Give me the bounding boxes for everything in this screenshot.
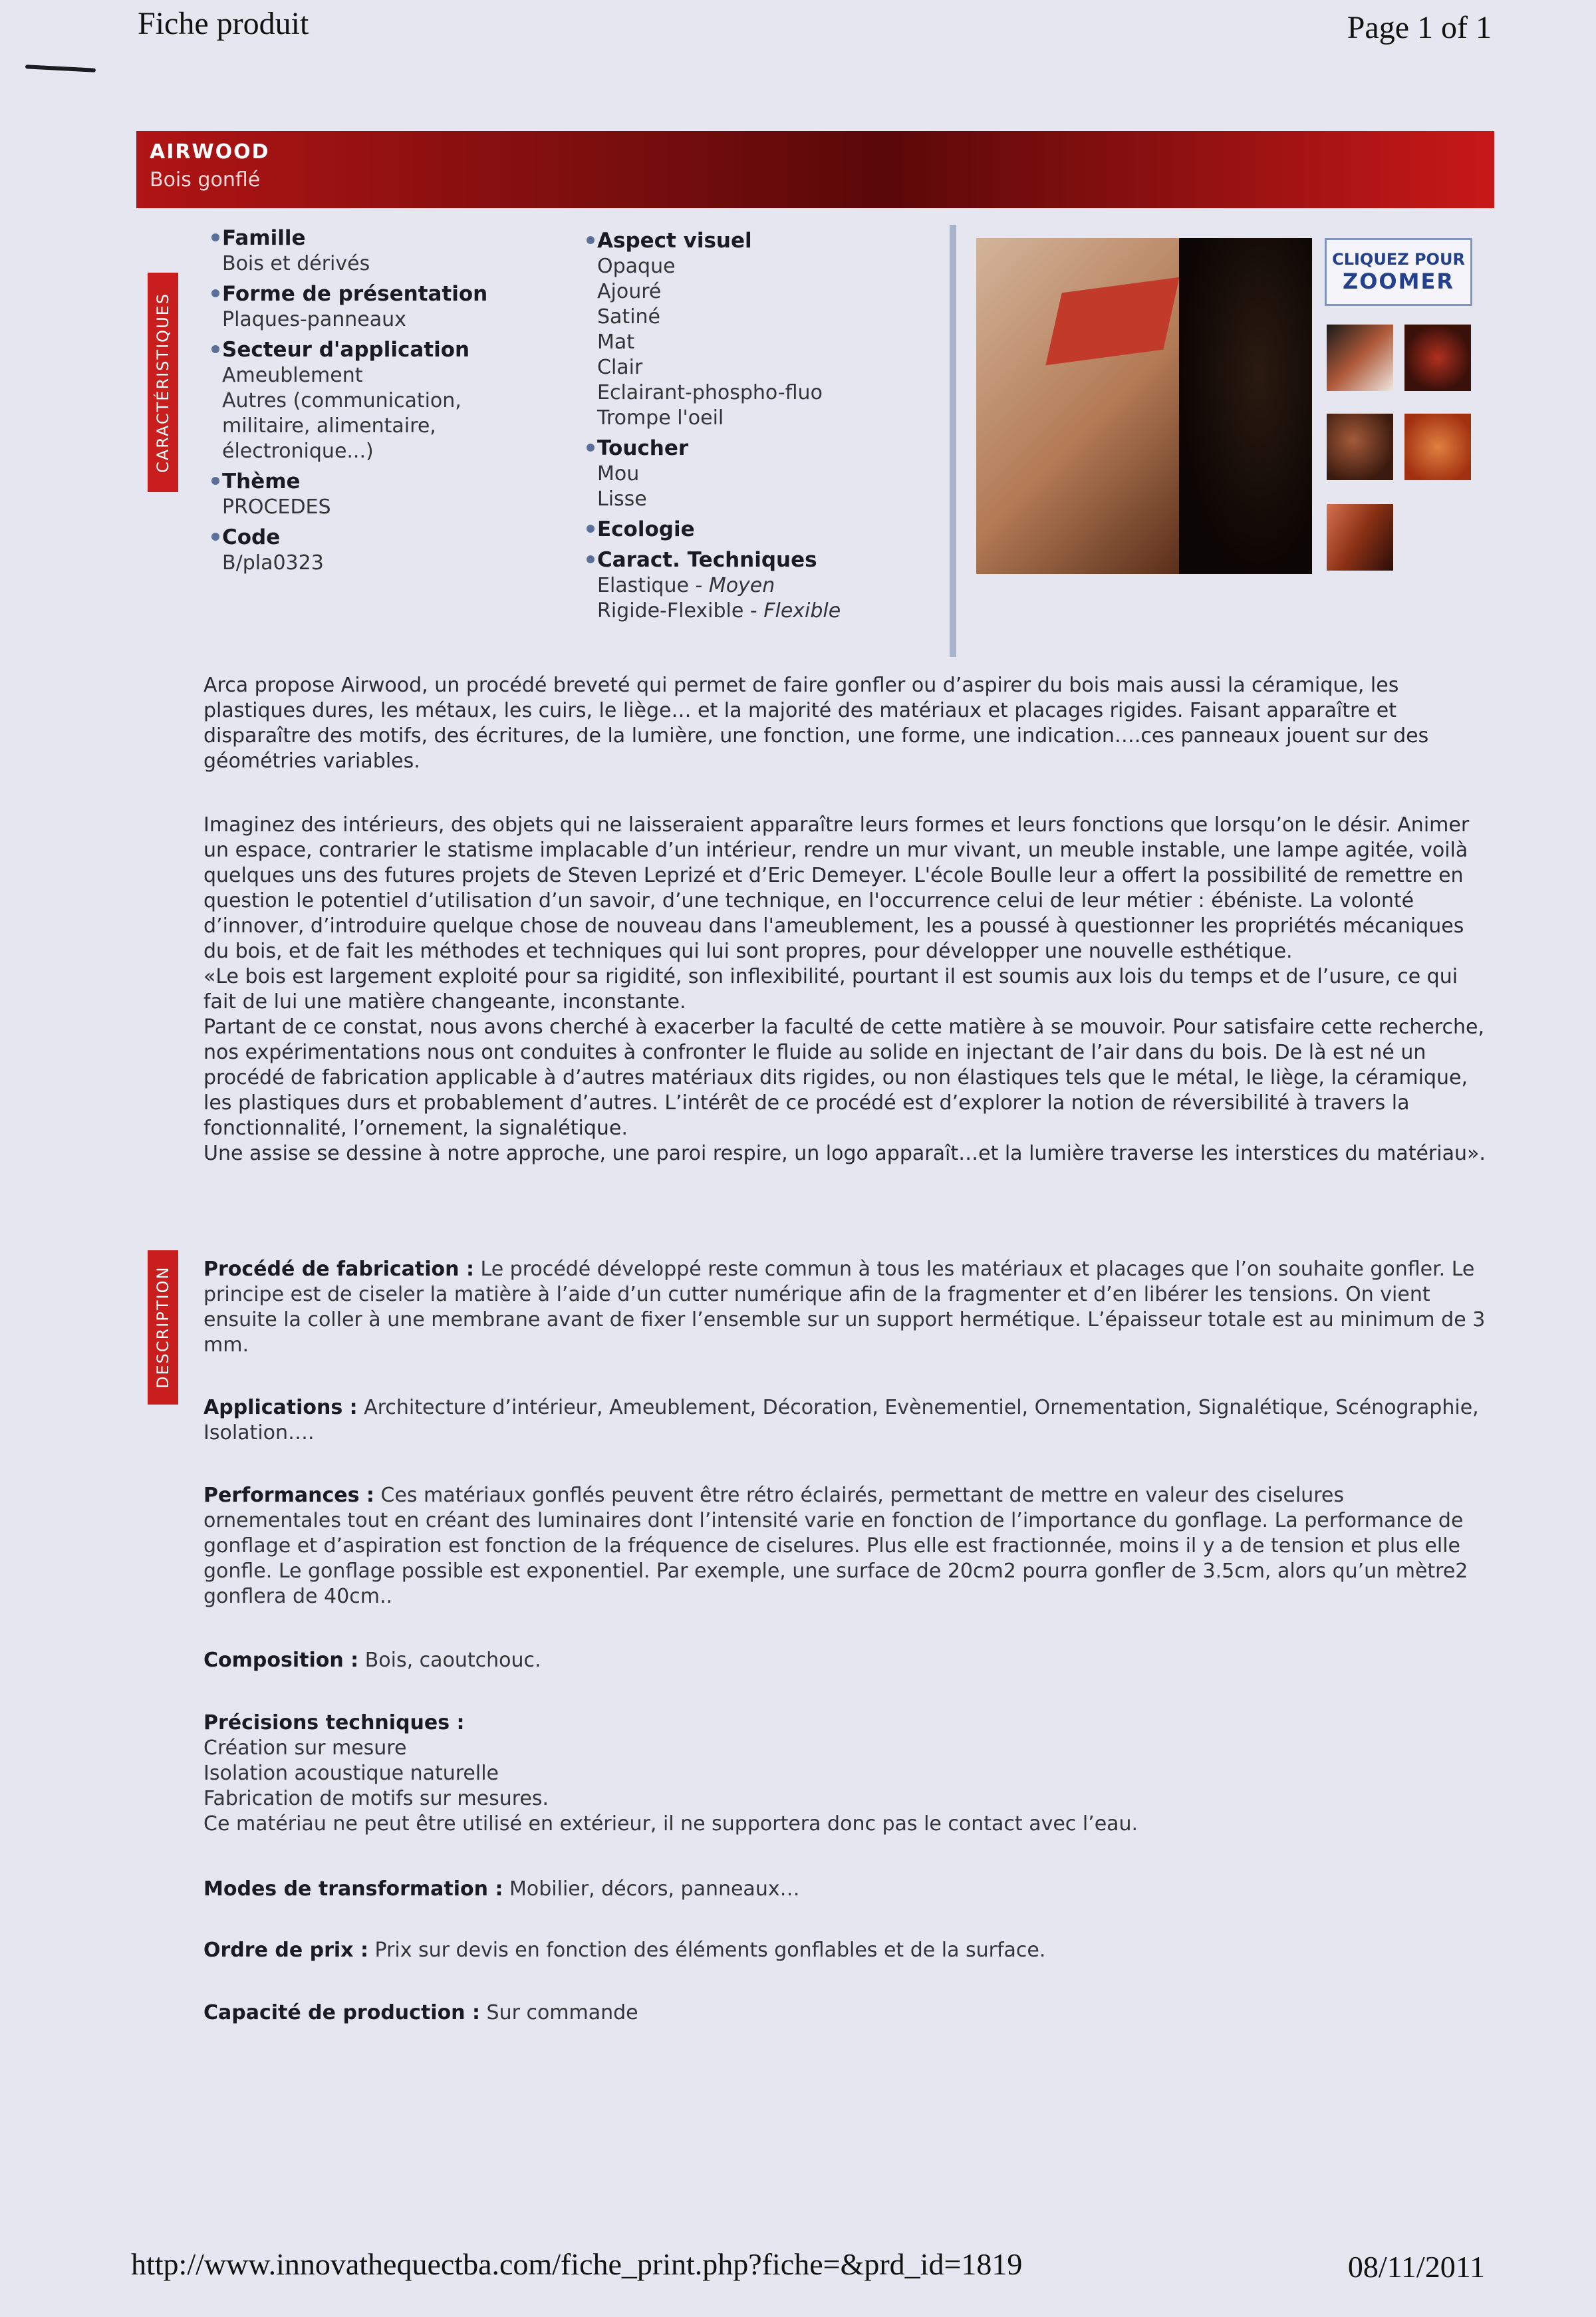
section-line: Ce matériau ne peut être utilisé en extérieur, il ne supportera donc pas le contact avec l’eau. xyxy=(203,1812,1138,1836)
description-tab: DESCRIPTION xyxy=(148,1250,178,1405)
characteristics-mid-column xyxy=(597,227,943,628)
applications-section xyxy=(203,1395,1487,1446)
print-page-number: Page 1 of 1 xyxy=(1347,10,1492,45)
footer-date: 08/11/2011 xyxy=(1347,2250,1485,2284)
product-title: AIRWOOD xyxy=(150,140,270,164)
body-paragraph: Imaginez des intérieurs, des objets qui ne laisseraient apparaître leurs formes et leurs fonctions que lorsqu’on le désir. Animer un espace, contrarier le statisme implacable d’un intérieur, rendre un mur vivant, un meuble instable, une lampe agitée, voilà quelques uns des futures projets de Steven Leprizé et d’Eric Demeyer. L'école Boulle leur a offert la possibilité de remettre en question le potentiel d’utilisation d’un savoir, d’une technique, en l'occurrence celui de leur métier : ébéniste. La volonté d’innover, d’introduire quelque chose de nouveau dans l'ameublement, les a poussé à questionner les propriétés mécaniques du bois, et de fait les méthodes et techniques qui lui sont propres, pour développer une nouvelle esthétique. xyxy=(203,813,1470,963)
section-label: Composition : xyxy=(203,1649,359,1672)
bullet-icon xyxy=(211,345,219,353)
thumbnail-4[interactable] xyxy=(1404,414,1471,480)
theme-field xyxy=(222,468,568,520)
tech-name: Rigide-Flexible - xyxy=(597,599,764,622)
field-value: Ameublement xyxy=(222,364,363,387)
field-value: Mou xyxy=(597,462,640,485)
bullet-icon xyxy=(211,233,219,241)
caracteristiques-tab: CARACTÉRISTIQUES xyxy=(148,273,178,492)
intro-paragraph: Arca propose Airwood, un procédé breveté qui permet de faire gonfler ou d’aspirer du bois mais aussi la céramique, les plastiques dures, les métaux, les cuirs, le liège… et la majorité des matériaux et placages rigides. Faisant apparaître et disparaître des motifs, des écritures, de la lumière, une fonction, une forme, une indication….ces panneaux jouent sur des géométries variables. xyxy=(203,674,1429,773)
section-text: Le procédé développé reste commun à tous les matériaux et placages que l’on souhaite gonfler. Le principe est de ciseler la matière à l’aide d’un cutter numérique afin de la fragmenter et d’en libérer les tensions. On vient ensuite la coller à une membrane avant de fixer l’ensemble sur un support hermétique. L’épaisseur totale est au minimum de 3 mm. xyxy=(203,1258,1486,1357)
photo-figure-shape xyxy=(1179,238,1312,574)
body-paragraph: «Le bois est largement exploité pour sa rigidité, son inflexibilité, pourtant il est soumis aux lois du temps et de l’usure, ce qui fait de lui une matière changeante, inconstante. xyxy=(203,965,1458,1014)
section-line: Fabrication de motifs sur mesures. xyxy=(203,1787,549,1810)
section-text: Sur commande xyxy=(479,2001,638,2024)
body-text xyxy=(203,813,1487,1166)
field-label: Famille xyxy=(222,226,306,250)
field-value: Opaque xyxy=(597,255,676,278)
tech-level: Moyen xyxy=(708,574,775,597)
zoom-label-line1: CLIQUEZ POUR xyxy=(1332,250,1465,269)
bullet-icon xyxy=(587,555,595,563)
bullet-icon xyxy=(587,444,595,452)
field-label: Code xyxy=(222,525,281,549)
thumbnail-5[interactable] xyxy=(1327,504,1393,571)
product-banner xyxy=(136,131,1494,208)
section-line: Création sur mesure xyxy=(203,1736,407,1760)
section-label: Capacité de production : xyxy=(203,2001,480,2024)
procede-section xyxy=(203,1257,1487,1358)
field-value: Autres (communication, xyxy=(222,389,462,412)
thumbnail-1[interactable] xyxy=(1327,325,1393,391)
ecologie-field xyxy=(597,516,943,543)
section-text: Ces matériaux gonflés peuvent être rétro éclairés, permettant de mettre en valeur des ciselures ornementales tout en créant des luminaires dont l’intensité varie en fonction de l’importance du gonflage. La performance de gonflage et d’aspiration est fonction de la fréquence de ciselures. Plus elle est fractionnée, moins il y a de tension et plus elle gonfle. Le gonflage possible est exponentiel. Par exemple, une surface de 20cm2 pourra gonfler de 3.5cm, alors qu’un mètre2 gonflera de 40cm.. xyxy=(203,1484,1468,1608)
field-value: Mat xyxy=(597,331,635,354)
section-label: Applications : xyxy=(203,1396,358,1419)
secteur-field xyxy=(222,337,568,464)
section-label: Ordre de prix : xyxy=(203,1939,368,1962)
column-divider xyxy=(950,225,956,657)
zoom-label-line2: ZOOMER xyxy=(1343,269,1454,294)
field-value: B/pla0323 xyxy=(222,551,324,575)
field-value: PROCEDES xyxy=(222,495,331,519)
product-subtitle: Bois gonflé xyxy=(150,168,261,192)
toucher-field xyxy=(597,435,943,512)
bullet-icon xyxy=(211,477,219,485)
field-value: Ajouré xyxy=(597,280,662,303)
photo-panel-shape xyxy=(1045,277,1179,366)
field-value: Plaques-panneaux xyxy=(222,308,406,331)
section-text: Mobilier, décors, panneaux… xyxy=(503,1877,800,1901)
code-field xyxy=(222,524,568,576)
bullet-icon xyxy=(211,533,219,541)
field-label: Forme de présentation xyxy=(222,282,488,306)
tech-name: Elastique - xyxy=(597,574,709,597)
famille-field xyxy=(222,225,568,277)
field-value: électronique...) xyxy=(222,440,374,463)
bullet-icon xyxy=(587,525,595,533)
field-value: Lisse xyxy=(597,487,647,511)
thumbnail-3[interactable] xyxy=(1327,414,1393,480)
field-value: Eclairant-phospho-fluo xyxy=(597,381,823,404)
field-value: Trompe l'oeil xyxy=(597,406,724,430)
field-label: Secteur d'application xyxy=(222,338,470,362)
aspect-field xyxy=(597,227,943,431)
field-value: Clair xyxy=(597,356,643,379)
section-label: Modes de transformation : xyxy=(203,1877,503,1901)
section-line: Isolation acoustique naturelle xyxy=(203,1762,499,1785)
field-label: Ecologie xyxy=(597,517,695,541)
characteristics-left-column xyxy=(222,225,568,580)
bullet-icon xyxy=(587,236,595,244)
body-paragraph: Partant de ce constat, nous avons cherché à exacerber la faculté de cette matière à se mouvoir. Pour satisfaire cette recherche, nos expérimentations nous ont conduites à confronter le fluide au solide en injectant de l’air dans du bois. De là est né un procédé de fabrication applicable à d’autres matériaux dits rigides, ou non élastiques tels que le métal, le liège, la céramique, les plastiques durs et probablement d’autres. L’intérêt de ce procédé est d’explorer la notion de réversibilité à travers la fonctionnalité, l’ornement, la signalétique. xyxy=(203,1016,1484,1140)
section-label: Procédé de fabrication : xyxy=(203,1258,474,1281)
field-label: Caract. Techniques xyxy=(597,548,817,572)
tech-item xyxy=(597,599,943,624)
field-value: Bois et dérivés xyxy=(222,252,370,275)
prix-section xyxy=(203,1938,1487,1963)
capacite-section xyxy=(203,2000,1487,2026)
section-label: Précisions techniques : xyxy=(203,1711,465,1734)
zoom-button[interactable] xyxy=(1325,238,1472,306)
scan-mark xyxy=(25,65,96,72)
composition-section xyxy=(203,1648,1487,1673)
field-label: Thème xyxy=(222,470,301,493)
field-label: Toucher xyxy=(597,436,689,460)
section-label: Performances : xyxy=(203,1484,374,1507)
bullet-icon xyxy=(211,289,219,297)
section-text: Architecture d’intérieur, Ameublement, Décoration, Evènementiel, Ornementation, Signalétique, Scénographie, Isolation…. xyxy=(203,1396,1479,1444)
print-header-title: Fiche produit xyxy=(138,6,309,41)
modes-section xyxy=(203,1877,1487,1902)
caract-techniques-field xyxy=(597,547,943,624)
tech-level: Flexible xyxy=(763,599,841,622)
body-paragraph: Une assise se dessine à notre approche, une paroi respire, un logo apparaît…et la lumière traverse les interstices du matériau». xyxy=(203,1142,1486,1165)
performances-section xyxy=(203,1483,1487,1609)
thumbnail-2[interactable] xyxy=(1404,325,1471,391)
tech-item xyxy=(597,573,943,599)
precisions-section xyxy=(203,1710,1487,1837)
section-text: Bois, caoutchouc. xyxy=(358,1649,541,1672)
footer-url: http://www.innovathequectba.com/fiche_print.php?fiche=&prd_id=1819 xyxy=(131,2247,1023,2281)
section-text: Prix sur devis en fonction des éléments gonflables et de la surface. xyxy=(368,1939,1046,1962)
field-value: Satiné xyxy=(597,305,660,329)
field-label: Aspect visuel xyxy=(597,229,752,253)
forme-field xyxy=(222,281,568,333)
product-photo[interactable] xyxy=(976,238,1312,574)
field-value: militaire, alimentaire, xyxy=(222,414,436,438)
